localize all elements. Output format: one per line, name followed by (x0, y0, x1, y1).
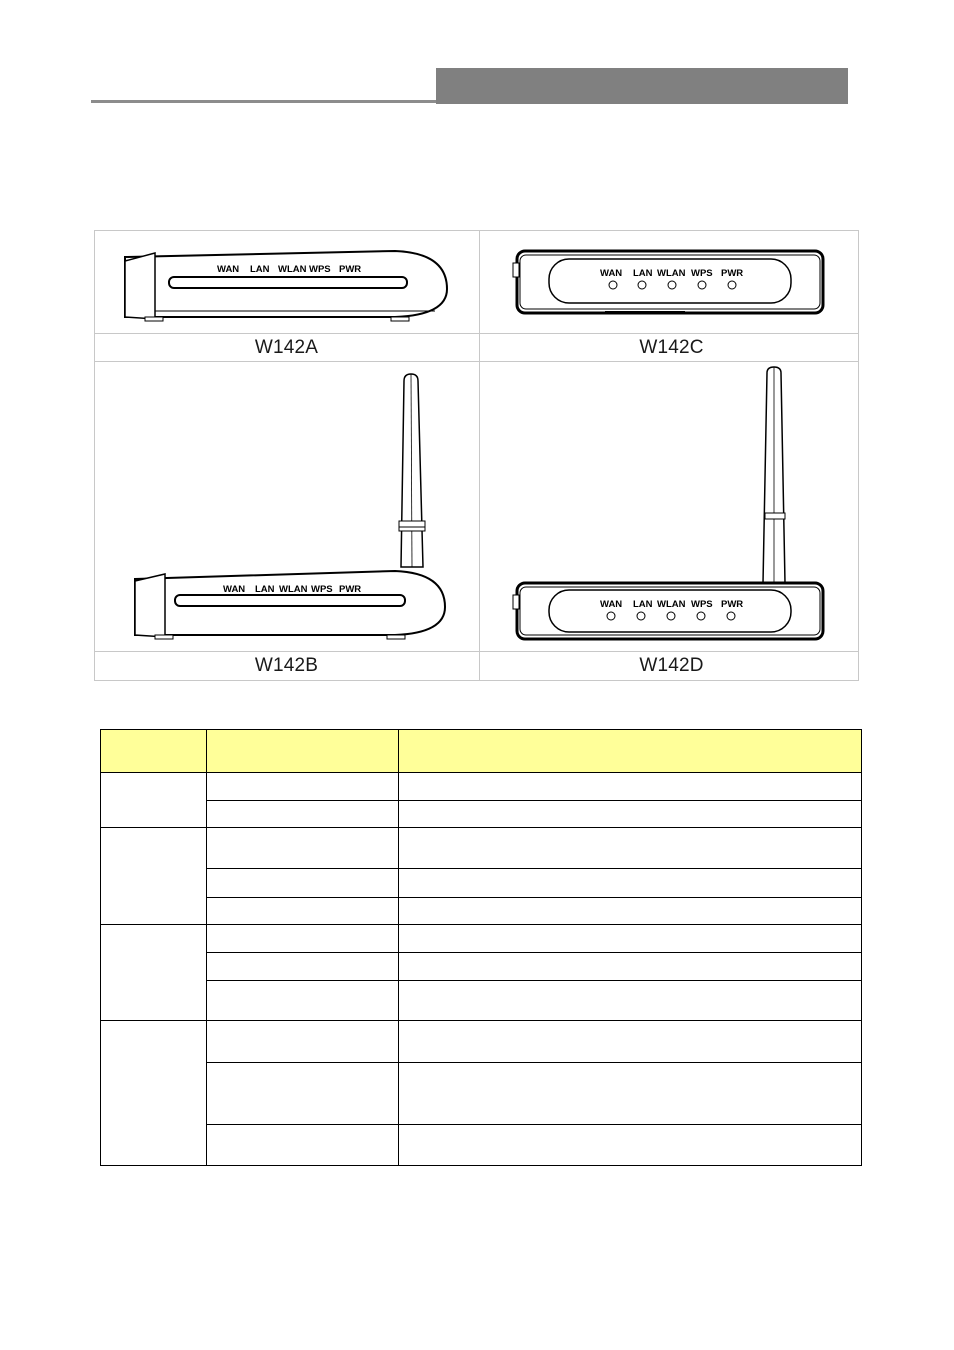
table-header-cell (207, 730, 399, 773)
table-cell (207, 869, 399, 898)
table-cell (207, 925, 399, 953)
table-row (101, 773, 862, 801)
table-row (101, 1125, 862, 1166)
led-label: LAN (255, 584, 275, 595)
led-description-table (100, 729, 862, 1166)
led-label: PWR (339, 264, 362, 275)
table-cell (207, 828, 399, 869)
router-w142c-drawing (513, 251, 823, 314)
table-cell (207, 1021, 399, 1063)
table-header-row (101, 730, 862, 773)
table-cell (207, 1125, 399, 1166)
table-cell (207, 981, 399, 1021)
table-cell (399, 953, 862, 981)
led-label: PWR (721, 599, 744, 610)
led-label: WLAN (278, 264, 307, 275)
led-label: WAN (600, 268, 623, 279)
table-row (101, 953, 862, 981)
table-row (101, 1063, 862, 1125)
table-group-cell (101, 1021, 207, 1166)
led-label: LAN (633, 599, 653, 610)
table-group-cell (101, 773, 207, 828)
table-row (101, 801, 862, 828)
led-label: WLAN (279, 584, 308, 595)
table-row (101, 898, 862, 925)
caption-w142a: W142A (254, 337, 319, 358)
led-label: WPS (309, 264, 331, 275)
router-figure (94, 230, 859, 681)
table-cell (207, 773, 399, 801)
led-label: LAN (250, 264, 270, 275)
table-row (101, 925, 862, 953)
led-label: WLAN (657, 599, 686, 610)
router-w142a-drawing (125, 251, 447, 321)
led-label: WLAN (657, 268, 686, 279)
table-cell (399, 925, 862, 953)
table-cell (399, 869, 862, 898)
table-header-cell (399, 730, 862, 773)
table-row (101, 1021, 862, 1063)
led-label: WPS (311, 584, 333, 595)
led-label: PWR (721, 268, 744, 279)
table-cell (399, 828, 862, 869)
router-drawings (95, 231, 858, 680)
table-cell (207, 953, 399, 981)
table-group-cell (101, 828, 207, 925)
led-label: WPS (691, 268, 713, 279)
led-label: LAN (633, 268, 653, 279)
led-label: WPS (691, 599, 713, 610)
caption-w142d: W142D (639, 655, 704, 676)
table-header-cell (101, 730, 207, 773)
table-group-cell (101, 925, 207, 1021)
table-row (101, 981, 862, 1021)
caption-w142b: W142B (254, 655, 319, 676)
table-cell (399, 773, 862, 801)
table-row (101, 828, 862, 869)
header-bar (436, 68, 848, 104)
table-cell (207, 801, 399, 828)
router-w142b-drawing (135, 374, 445, 639)
table-cell (399, 801, 862, 828)
table-cell (399, 1021, 862, 1063)
table-cell (207, 1063, 399, 1125)
header-rule (91, 100, 436, 103)
table-row (101, 869, 862, 898)
table-cell (399, 981, 862, 1021)
caption-w142c: W142C (639, 337, 704, 358)
table-cell (399, 1125, 862, 1166)
table-cell (399, 1063, 862, 1125)
table-cell (207, 898, 399, 925)
led-label: WAN (600, 599, 623, 610)
table-cell (399, 898, 862, 925)
router-w142d-drawing (513, 367, 823, 639)
led-label: WAN (217, 264, 240, 275)
led-label: PWR (339, 584, 362, 595)
led-label: WAN (223, 584, 246, 595)
